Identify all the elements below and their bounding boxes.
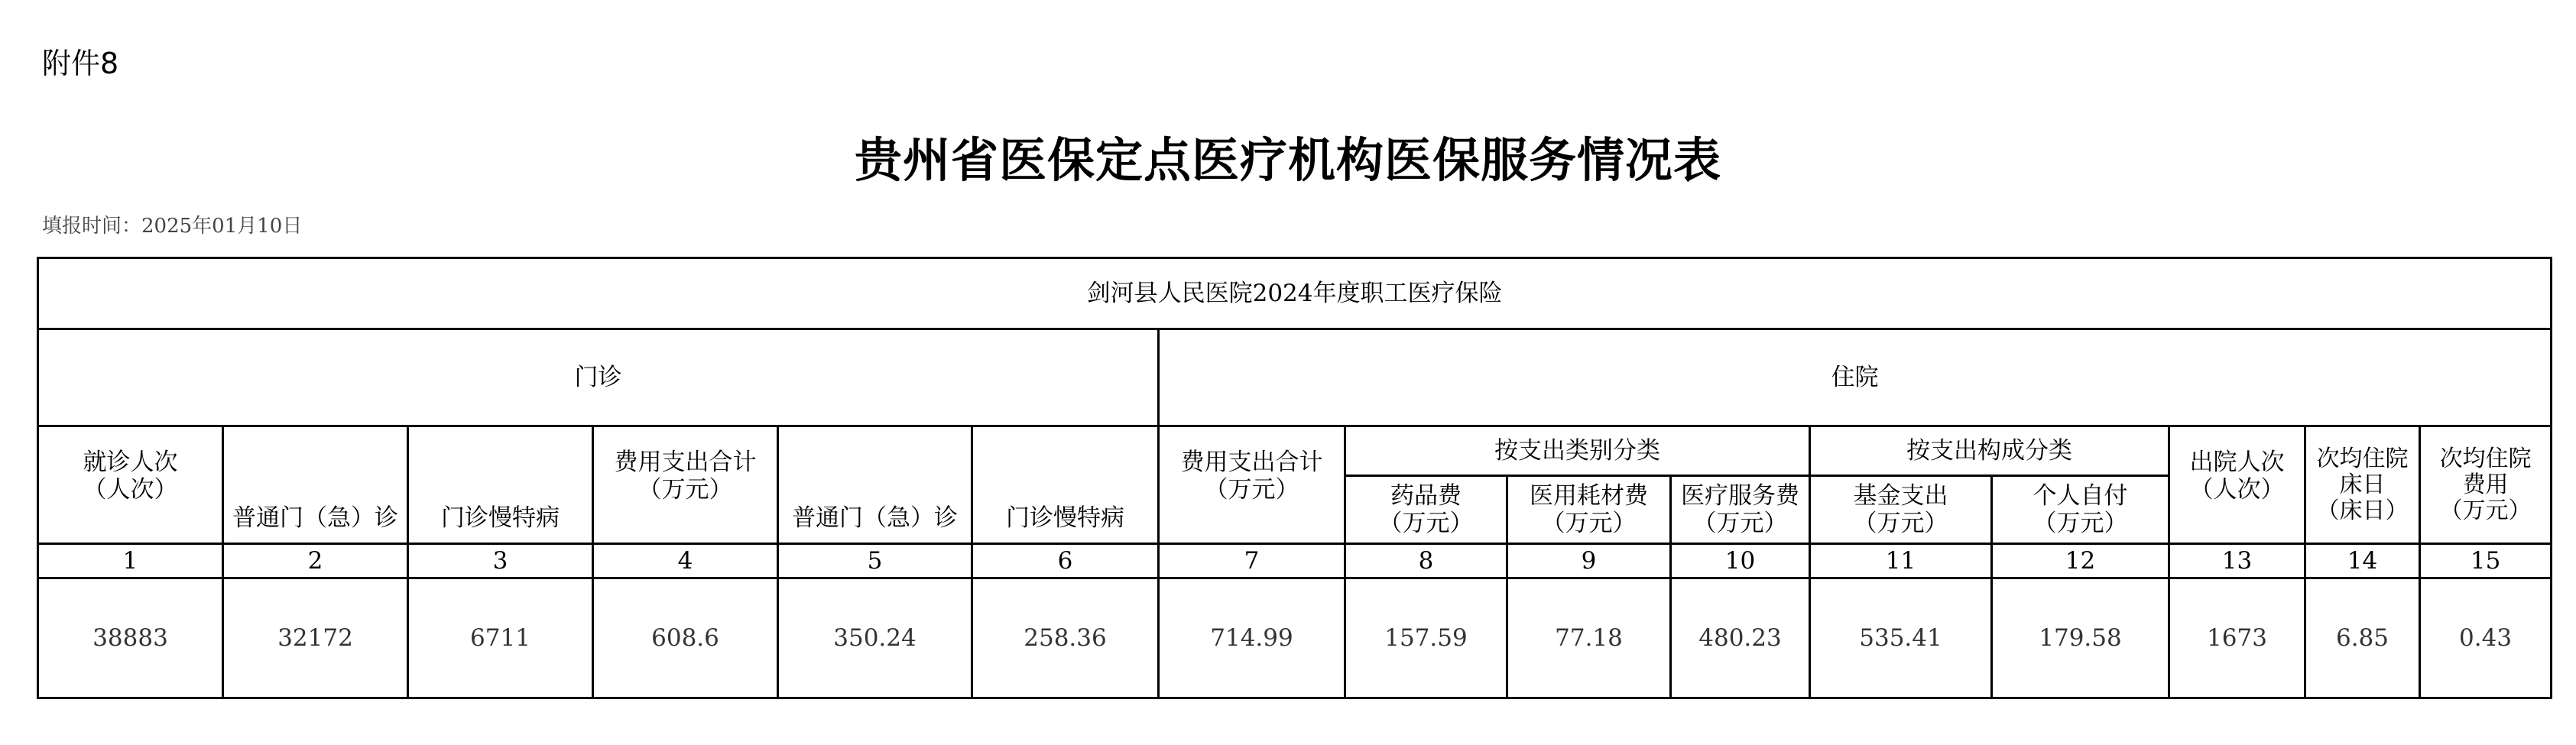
general-outpatient-cost-header: 普通门（急）诊 xyxy=(778,426,972,544)
avg-cost-value: 0.43 xyxy=(2420,578,2552,698)
inpatient-total-cost-value: 714.99 xyxy=(1159,578,1345,698)
discharges-header: 出院人次 （人次） xyxy=(2169,426,2305,544)
column-number: 11 xyxy=(1810,544,1992,578)
column-number: 1 xyxy=(38,544,223,578)
drug-fee-header: 药品费 （万元） xyxy=(1345,476,1507,544)
by-composition-header: 按支出构成分类 xyxy=(1810,426,2169,476)
avg-bed-days-value: 6.85 xyxy=(2305,578,2420,698)
column-number: 3 xyxy=(408,544,593,578)
table-row xyxy=(38,578,2552,698)
column-number: 13 xyxy=(2169,544,2305,578)
column-number: 2 xyxy=(223,544,408,578)
self-payment-header: 个人自付 （万元） xyxy=(1992,476,2169,544)
inpatient-header: 住院 xyxy=(1159,329,2552,426)
discharges-value: 1673 xyxy=(2169,578,2305,698)
fill-date: 填报时间：2025年01月10日 xyxy=(42,215,303,238)
medical-service-fee-value: 480.23 xyxy=(1671,578,1810,698)
medical-service-fee-header: 医疗服务费 （万元） xyxy=(1671,476,1810,544)
general-outpatient-cost-value: 350.24 xyxy=(778,578,972,698)
column-number: 8 xyxy=(1345,544,1507,578)
page-title: 贵州省医保定点医疗机构医保服务情况表 xyxy=(854,132,1721,188)
fund-payment-header: 基金支出 （万元） xyxy=(1810,476,1992,544)
fund-payment-value: 535.41 xyxy=(1810,578,1992,698)
column-number: 4 xyxy=(593,544,778,578)
general-outpatient-visits-header: 普通门（急）诊 xyxy=(223,426,408,544)
consumables-fee-header: 医用耗材费 （万元） xyxy=(1507,476,1671,544)
by-category-header: 按支出类别分类 xyxy=(1345,426,1810,476)
column-number-row xyxy=(38,544,2552,578)
chronic-outpatient-cost-header: 门诊慢特病 xyxy=(972,426,1159,544)
column-number: 15 xyxy=(2420,544,2552,578)
column-number: 9 xyxy=(1507,544,1671,578)
inpatient-total-cost-header: 费用支出合计 （万元） xyxy=(1159,426,1345,544)
general-outpatient-visits-value: 32172 xyxy=(223,578,408,698)
service-report-table xyxy=(37,257,2552,699)
chronic-outpatient-visits-header: 门诊慢特病 xyxy=(408,426,593,544)
consumables-fee-value: 77.18 xyxy=(1507,578,1671,698)
column-number: 7 xyxy=(1159,544,1345,578)
column-number: 14 xyxy=(2305,544,2420,578)
self-payment-value: 179.58 xyxy=(1992,578,2169,698)
hospital-header: 剑河县人民医院2024年度职工医疗保险 xyxy=(38,258,2552,329)
column-number: 10 xyxy=(1671,544,1810,578)
visits-value: 38883 xyxy=(38,578,223,698)
outpatient-total-cost-value: 608.6 xyxy=(593,578,778,698)
chronic-outpatient-visits-value: 6711 xyxy=(408,578,593,698)
outpatient-header: 门诊 xyxy=(38,329,1159,426)
drug-fee-value: 157.59 xyxy=(1345,578,1507,698)
visits-header: 就诊人次 （人次） xyxy=(38,426,223,544)
avg-cost-header: 次均住院 费用 （万元） xyxy=(2420,426,2552,544)
column-number: 6 xyxy=(972,544,1159,578)
attachment-label: 附件8 xyxy=(42,47,119,80)
column-number: 5 xyxy=(778,544,972,578)
outpatient-total-cost-header: 费用支出合计 （万元） xyxy=(593,426,778,544)
avg-bed-days-header: 次均住院 床日 （床日） xyxy=(2305,426,2420,544)
column-number: 12 xyxy=(1992,544,2169,578)
chronic-outpatient-cost-value: 258.36 xyxy=(972,578,1159,698)
